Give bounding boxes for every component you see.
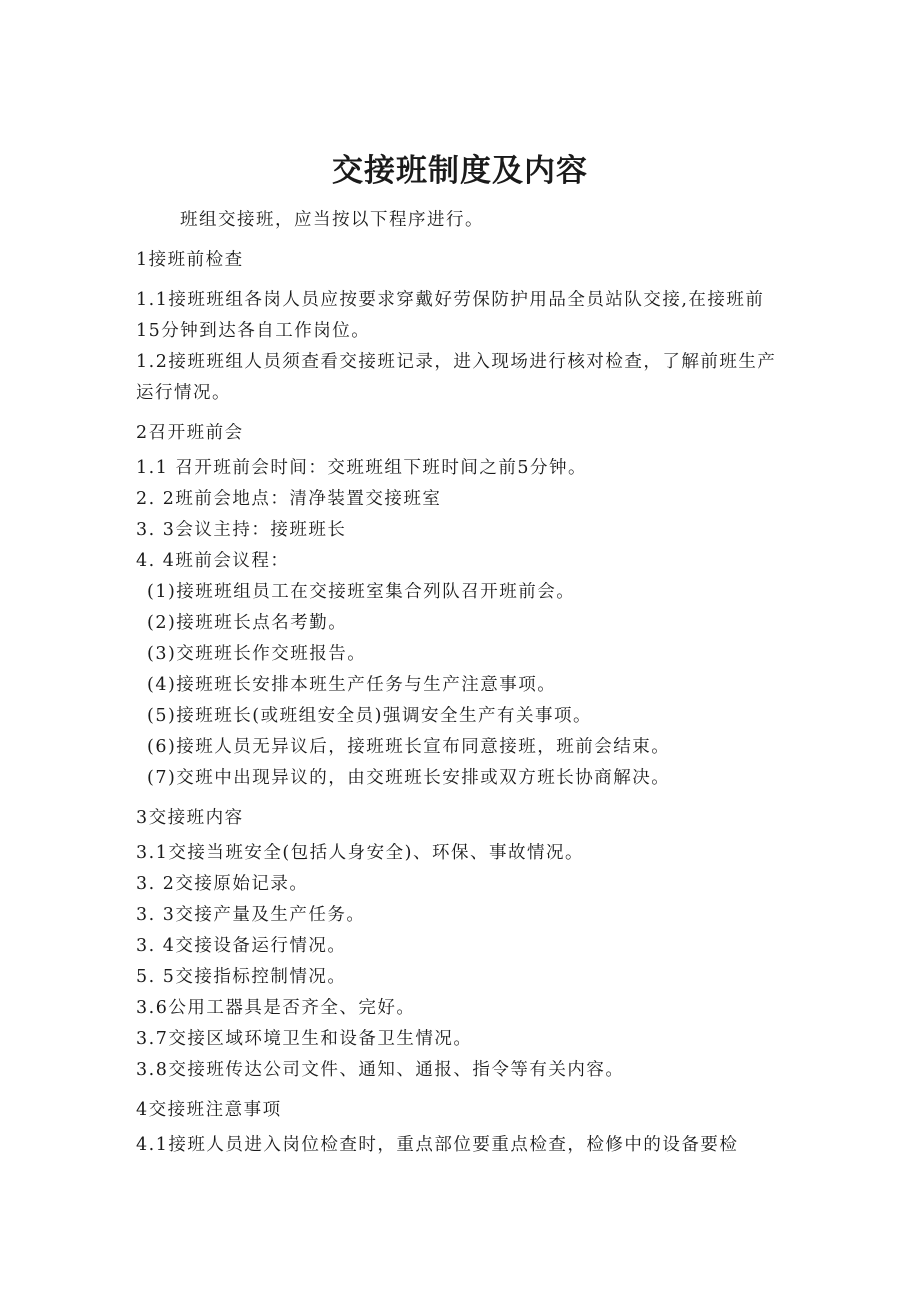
section-heading: 3交接班内容 — [136, 808, 244, 828]
section-item: 3. 3交接产量及生产任务。 — [136, 905, 366, 925]
section-item: 3.6公用工器具是否齐全、完好。 — [136, 998, 416, 1018]
agenda-item: (4)接班班长安排本班生产任务与生产注意事项。 — [147, 675, 557, 695]
section-item: 3. 2交接原始记录。 — [136, 874, 309, 894]
agenda-item: (6)接班人员无异议后，接班班长宣布同意接班，班前会结束。 — [147, 737, 671, 757]
agenda-item: (7)交班中出现异议的，由交班班长安排或双方班长协商解决。 — [147, 768, 671, 788]
agenda-item: (2)接班班长点名考勤。 — [147, 613, 348, 633]
section-item: 3. 4交接设备运行情况。 — [136, 936, 347, 956]
section-item: 1.1 召开班前会时间：交班班组下班时间之前5分钟。 — [136, 458, 588, 478]
intro-paragraph: 班组交接班，应当按以下程序进行。 — [180, 210, 484, 230]
section-item: 2. 2班前会地点：清净装置交接班室 — [136, 489, 442, 509]
section-item: 3.8交接班传达公司文件、通知、通报、指令等有关内容。 — [136, 1060, 625, 1080]
section-item: 4. 4班前会议程： — [136, 551, 290, 571]
document-title: 交接班制度及内容 — [332, 152, 588, 189]
agenda-item: (3)交班班长作交班报告。 — [147, 644, 367, 664]
section-item: 3.1交接当班安全(包括人身安全)、环保、事故情况。 — [136, 843, 584, 863]
section-heading: 4交接班注意事项 — [136, 1100, 282, 1120]
section-item: 3.7交接区域环境卫生和设备卫生情况。 — [136, 1029, 473, 1049]
section-item: 1.2接班班组人员须查看交接班记录，进入现场进行核对检查，了解前班生产运行情况。 — [136, 352, 777, 403]
section-item: 4.1接班人员进入岗位检查时，重点部位要重点检查，检修中的设备要检 — [136, 1135, 739, 1155]
section-item: 5. 5交接指标控制情况。 — [136, 967, 347, 987]
agenda-item: (1)接班班组员工在交接班室集合列队召开班前会。 — [147, 582, 576, 602]
document-body — [136, 205, 788, 1161]
section-heading: 2召开班前会 — [136, 423, 244, 443]
section-item: 3. 3会议主持：接班班长 — [136, 520, 347, 540]
section-item: 1.1接班班组各岗人员应按要求穿戴好劳保防护用品全员站队交接,在接班前15分钟到达各自工作岗位。 — [136, 290, 765, 341]
section-heading: 1接班前检查 — [136, 250, 244, 270]
agenda-item: (5)接班班长(或班组安全员)强调安全生产有关事项。 — [147, 706, 592, 726]
